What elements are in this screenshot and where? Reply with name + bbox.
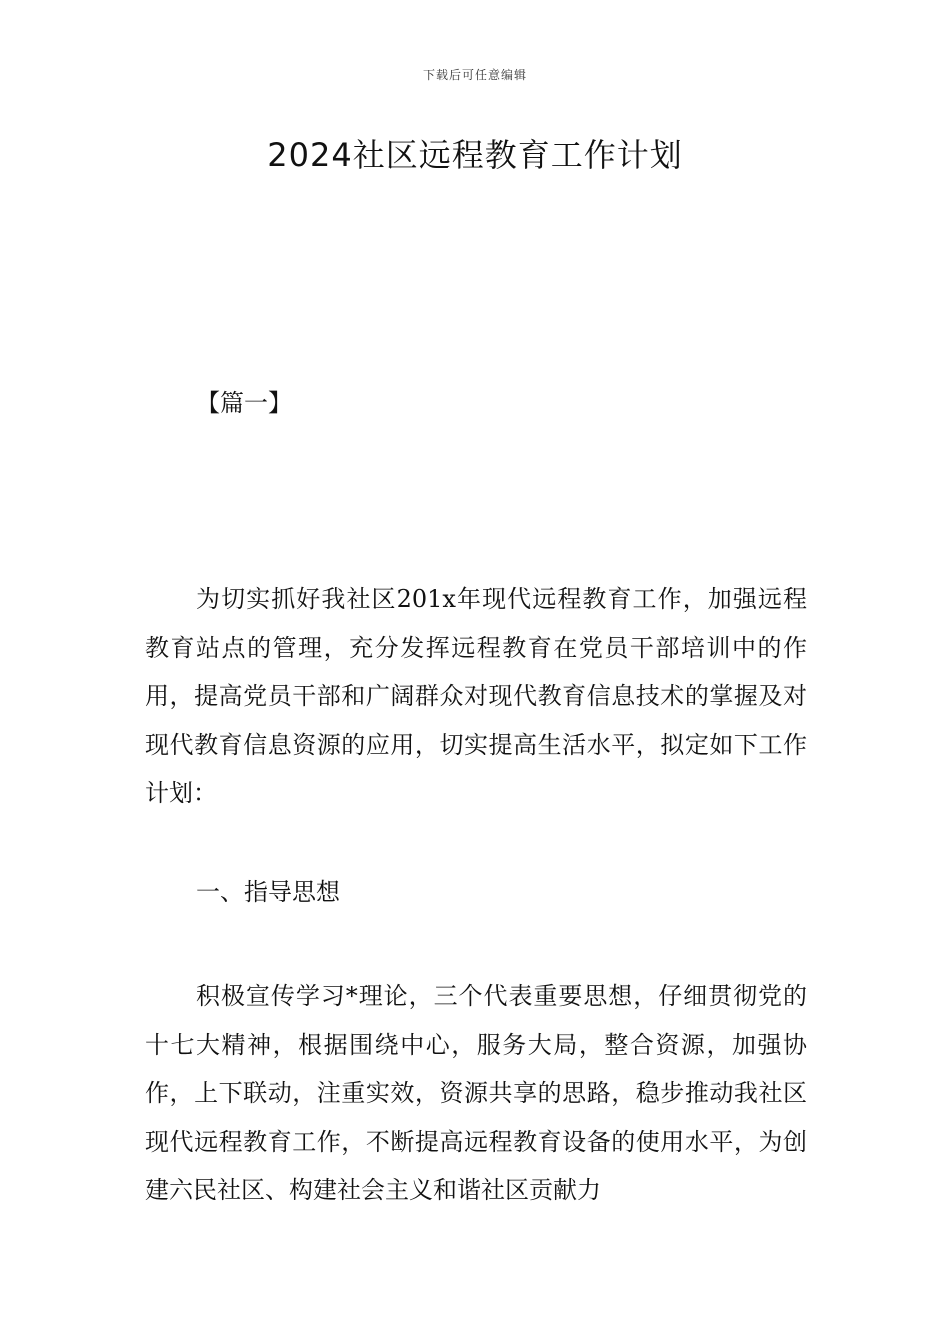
section-heading-guiding-ideology: 一、指导思想 — [196, 878, 340, 906]
body-paragraph-guiding-ideology: 积极宣传学习*理论，三个代表重要思想，仔细贯彻党的十七大精神，根据围绕中心，服务大局，整合资源，加强协作，上下联动，注重实效，资源共享的思路，稳步推动我社区现代远程教育工作，不断提高远程教育设备的使用水平，为创建六民社区、构建社会主义和谐社区贡献力 — [145, 982, 807, 1204]
header-note: 下载后可任意编辑 — [422, 68, 527, 82]
body-paragraph-intro: 为切实抓好我社区201x年现代远程教育工作，加强远程教育站点的管理，充分发挥远程教育在党员干部培训中的作用，提高党员干部和广阔群众对现代教育信息技术的掌握及对现代教育信息资源的应用，切实提高生活水平，拟定如下工作计划： — [145, 585, 807, 807]
section-tag: 【篇一】 — [196, 389, 292, 417]
document-title: 2024社区远程教育工作计划 — [267, 136, 683, 174]
